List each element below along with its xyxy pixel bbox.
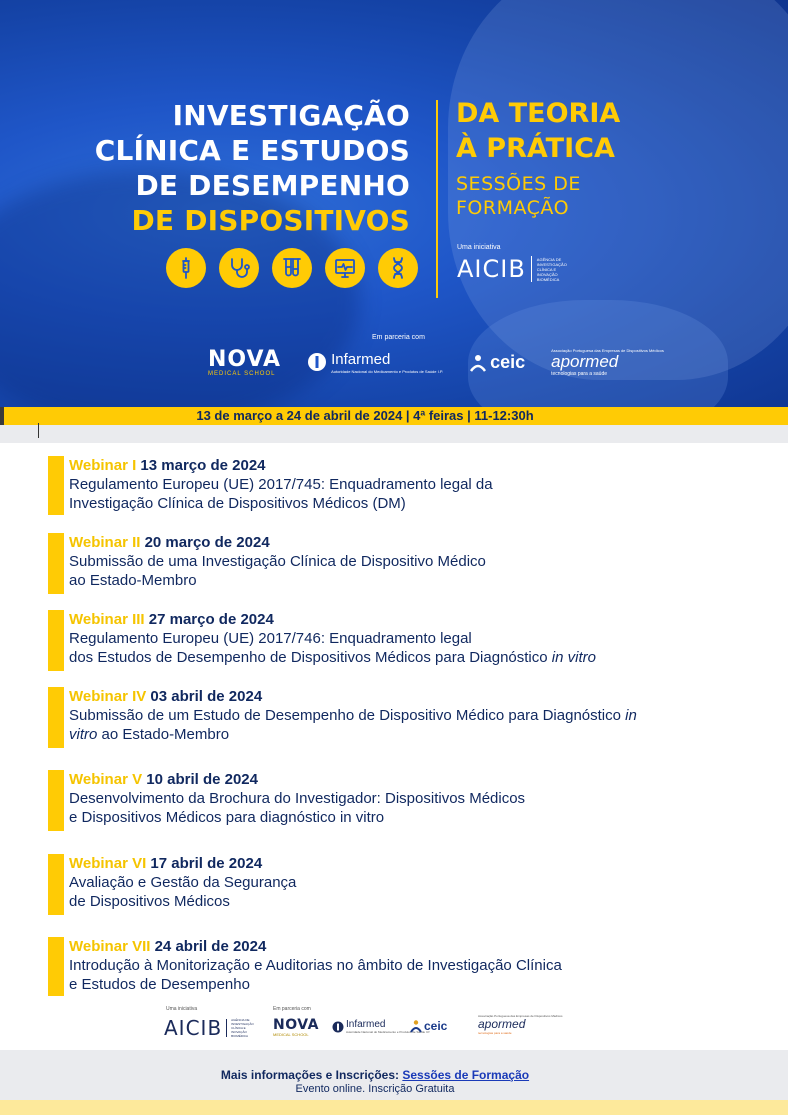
- syringe-icon: [166, 248, 206, 288]
- ceic-wordmark: ceic: [490, 352, 526, 372]
- logo-separator: [531, 256, 532, 282]
- footer-nova-logo: [273, 1018, 319, 1037]
- ceic-mark-icon: [469, 353, 487, 373]
- nova-wordmark: NOVA: [208, 346, 282, 372]
- webinar-accent-bar: [48, 610, 64, 671]
- footer-logos: [160, 1006, 600, 1046]
- footer-ceic-logo: [410, 1019, 447, 1033]
- webinar-title: Submissão de um Estudo de Desempenho de Dispositivo Médico para Diagnóstico in: [69, 707, 637, 724]
- webinar-date: 10 abril de 2024: [146, 771, 258, 788]
- ceic-mark-icon: [410, 1019, 422, 1033]
- info-band: [0, 1050, 788, 1100]
- webinar-title: vitro ao Estado-Membro: [69, 726, 230, 743]
- monitor-icon: [325, 248, 365, 288]
- apormed-wordmark: apormed: [478, 1017, 526, 1031]
- text-cursor: [38, 423, 39, 438]
- infarmed-wordmark: Infarmed: [346, 1019, 386, 1030]
- ceic-wordmark: ceic: [424, 1019, 448, 1033]
- webinar-date: 27 março de 2024: [148, 611, 274, 628]
- event-note: Evento online. Inscrição Gratuita: [295, 1083, 455, 1095]
- webinar-title: Introdução à Monitorização e Auditorias no âmbito de Investigação Clínica: [69, 957, 562, 974]
- infarmed-logo: [307, 351, 443, 374]
- footer-partners-label: Em parceria com: [273, 1006, 311, 1012]
- webinar-title: dos Estudos de Desempenho de Dispositivos Médicos para Diagnóstico in vitro: [69, 649, 596, 666]
- infarmed-subtitle: Autoridade Nacional do Medicamento e Produtos de Saúde I.P.: [331, 369, 444, 374]
- apormed-subtitle: tecnologias para a saúde: [551, 371, 608, 377]
- aicib-logo: [457, 255, 577, 283]
- apormed-prefix: Associação Portuguesa das Empresas de Dispositivos Médicos: [478, 1014, 563, 1018]
- apormed-wordmark: apormed: [551, 352, 619, 371]
- apormed-logo: [551, 348, 664, 377]
- webinar-title: Investigação Clínica de Dispositivos Médicos (DM): [69, 495, 406, 512]
- webinar-title: Desenvolvimento da Brochura do Investigador: Dispositivos Médicos: [69, 790, 526, 807]
- test-tubes-icon: [272, 248, 312, 288]
- partners-label: Em parceria com: [372, 334, 425, 341]
- registration-link[interactable]: Sessões de Formação: [402, 1068, 530, 1082]
- stethoscope-icon: [219, 248, 259, 288]
- aicib-subtitle: AGÊNCIA DE INVESTIGAÇÃO CLÍNICA E INOVAÇÃO BIOMÉDICA: [231, 1018, 254, 1038]
- nova-subtitle: MEDICAL SCHOOL: [273, 1032, 309, 1037]
- aicib-wordmark: AICIB: [457, 255, 526, 283]
- webinar-accent-bar: [48, 533, 64, 594]
- topic-icons: [166, 248, 418, 288]
- gray-band: [0, 425, 788, 443]
- apormed-subtitle: tecnologias para a saúde: [478, 1031, 512, 1035]
- webinar-date: 03 abril de 2024: [150, 688, 263, 705]
- partner-logos: [208, 348, 664, 377]
- title-divider: [436, 100, 438, 298]
- webinar-title: Regulamento Europeu (UE) 2017/745: Enquadramento legal da: [69, 476, 493, 493]
- title-line: CLÍNICA E ESTUDOS: [94, 134, 410, 167]
- event-dates: 13 de março a 24 de abril de 2024 | 4ª feiras | 11-12:30h: [196, 408, 534, 423]
- subtitle-line: À PRÁTICA: [456, 133, 615, 164]
- subtitle: [456, 96, 756, 220]
- sessions-line: SESSÕES DE: [456, 173, 581, 195]
- initiative-logo: [457, 244, 577, 283]
- webinar-title: Avaliação e Gestão da Segurança: [69, 874, 297, 891]
- infarmed-mark-icon: [307, 351, 327, 373]
- infarmed-mark-icon: [332, 1021, 344, 1033]
- infarmed-wordmark: Infarmed: [331, 351, 391, 368]
- webinar-accent-bar: [48, 854, 64, 915]
- subtitle-line: DA TEORIA: [456, 98, 621, 129]
- logo-separator: [226, 1019, 227, 1037]
- ceic-logo: [469, 352, 525, 373]
- webinar-date: 13 março de 2024: [140, 457, 266, 474]
- webinar-title: e Estudos de Desempenho: [69, 976, 250, 993]
- date-strip: [0, 407, 788, 425]
- aicib-subtitle: AGÊNCIA DE INVESTIGAÇÃO CLÍNICA E INOVAÇÃO BIOMÉDICA: [536, 256, 567, 282]
- sessions-line: FORMAÇÃO: [456, 197, 570, 219]
- apormed-prefix: Associação Portuguesa das Empresas de Dispositivos Médicos: [551, 348, 664, 353]
- webinar-label: Webinar VII: [69, 938, 151, 955]
- footer-initiative-label: Uma iniciativa: [166, 1006, 198, 1012]
- title-line: INVESTIGAÇÃO: [172, 99, 410, 132]
- webinar-date: 17 abril de 2024: [150, 855, 263, 872]
- main-title: [60, 98, 410, 238]
- webinar-accent-bar: [48, 456, 64, 515]
- webinar-title: e Dispositivos Médicos para diagnóstico in vitro: [69, 809, 385, 826]
- webinar-label: Webinar I: [69, 457, 137, 474]
- initiative-label: Uma iniciativa: [457, 244, 501, 251]
- info-line: [0, 1068, 750, 1082]
- webinar-title: ao Estado-Membro: [69, 572, 197, 589]
- footer-apormed-logo: [478, 1014, 563, 1035]
- webinar-title: Regulamento Europeu (UE) 2017/746: Enquadramento legal: [69, 630, 472, 647]
- webinar-label: Webinar III: [69, 611, 145, 628]
- webinar-date: 20 março de 2024: [144, 534, 270, 551]
- aicib-wordmark: AICIB: [164, 1016, 223, 1040]
- footer-bar: [0, 1100, 788, 1115]
- webinar-title: Submissão de uma Investigação Clínica de Dispositivo Médico: [69, 553, 486, 570]
- nova-logo: [208, 346, 282, 377]
- webinar-label: Webinar II: [69, 534, 141, 551]
- hero-banner: [0, 0, 788, 408]
- nova-subtitle: MEDICAL SCHOOL: [208, 370, 276, 377]
- webinar-title: de Dispositivos Médicos: [69, 893, 230, 910]
- webinar-accent-bar: [48, 770, 64, 831]
- webinar-date: 24 abril de 2024: [154, 938, 267, 955]
- infarmed-subtitle: Autoridade Nacional do Medicamento e Produtos de Saúde I.P.: [346, 1030, 430, 1034]
- webinar-label: Webinar IV: [69, 688, 147, 705]
- info-prefix: Mais informações e Inscrições:: [220, 1068, 399, 1082]
- webinar-accent-bar: [48, 687, 64, 748]
- dna-icon: [378, 248, 418, 288]
- footer-aicib-logo: [164, 1016, 261, 1040]
- webinar-accent-bar: [48, 937, 64, 996]
- webinar-label: Webinar VI: [69, 855, 147, 872]
- title-line-highlight: DE DISPOSITIVOS: [131, 204, 410, 237]
- title-line: DE DESEMPENHO: [135, 169, 410, 202]
- nova-wordmark: NOVA: [273, 1017, 319, 1033]
- webinar-label: Webinar V: [69, 771, 143, 788]
